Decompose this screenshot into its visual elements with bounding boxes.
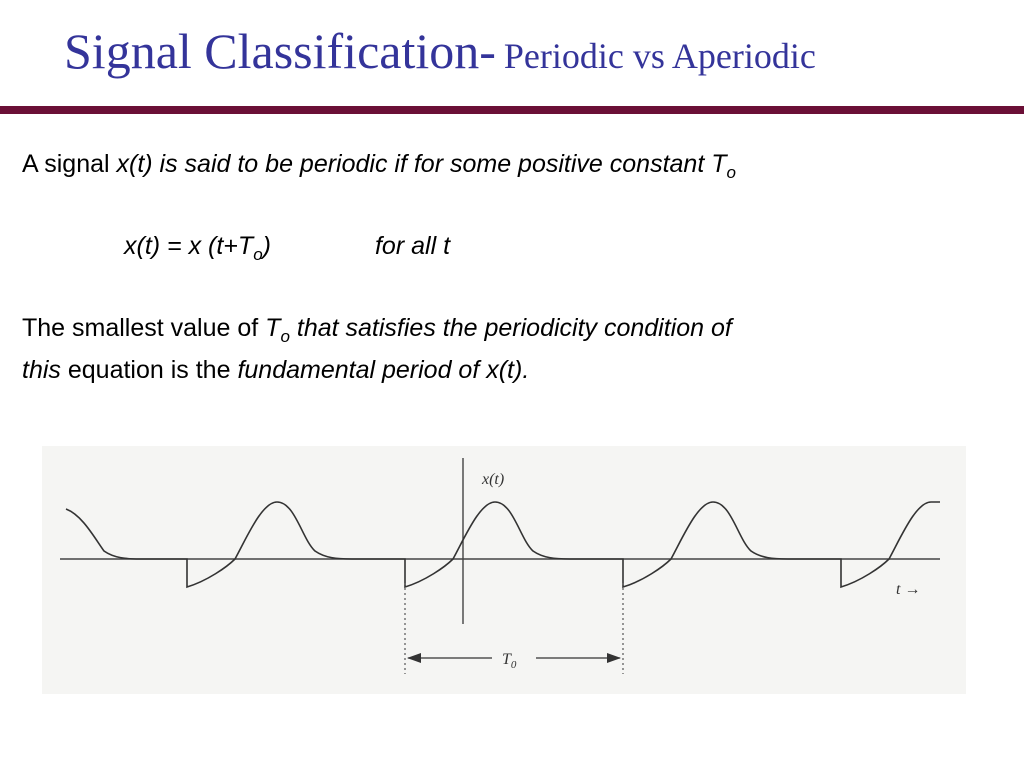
t-axis-label: t →: [896, 581, 921, 598]
para2-line2-italic: this: [22, 356, 61, 384]
title-sub: Periodic vs Aperiodic: [503, 36, 816, 76]
definition-paragraph: [22, 150, 736, 182]
period-arrowhead-right: [607, 653, 621, 663]
equation-subscript: o: [253, 245, 263, 264]
title-main: Signal Classification-: [64, 23, 496, 79]
periodic-signal-figure: [42, 446, 966, 694]
para1-italic: x(t) is said to be periodic if for some positive constant T: [116, 150, 727, 178]
para1-lead: A signal: [22, 150, 110, 178]
slide-title: [64, 22, 816, 80]
title-rule: [0, 106, 1024, 114]
fundamental-period-paragraph-line1: [22, 314, 732, 346]
para2-line2-italic-end: fundamental period of x(t).: [237, 356, 530, 384]
equation-close: ): [262, 232, 271, 260]
period-label: $T_0$: [502, 651, 517, 671]
para2-italic: that satisfies the periodicity condition of: [296, 314, 732, 342]
periodic-waveform: [66, 502, 940, 587]
y-axis-label: x(t): [482, 471, 505, 488]
para2-t: T: [265, 314, 281, 342]
para1-subscript: o: [726, 163, 736, 182]
para2-subscript: o: [280, 327, 290, 346]
equation-condition: for all t: [374, 232, 451, 260]
equation-lhs: x(t) = x (t+T: [124, 232, 254, 260]
periodic-signal-svg: [42, 446, 966, 694]
para2-line2-plain: equation is the: [67, 356, 231, 384]
period-arrowhead-left: [407, 653, 421, 663]
para2-lead: The smallest value of: [22, 314, 259, 342]
fundamental-period-paragraph-line2: [22, 358, 529, 383]
periodicity-equation: [124, 232, 451, 264]
